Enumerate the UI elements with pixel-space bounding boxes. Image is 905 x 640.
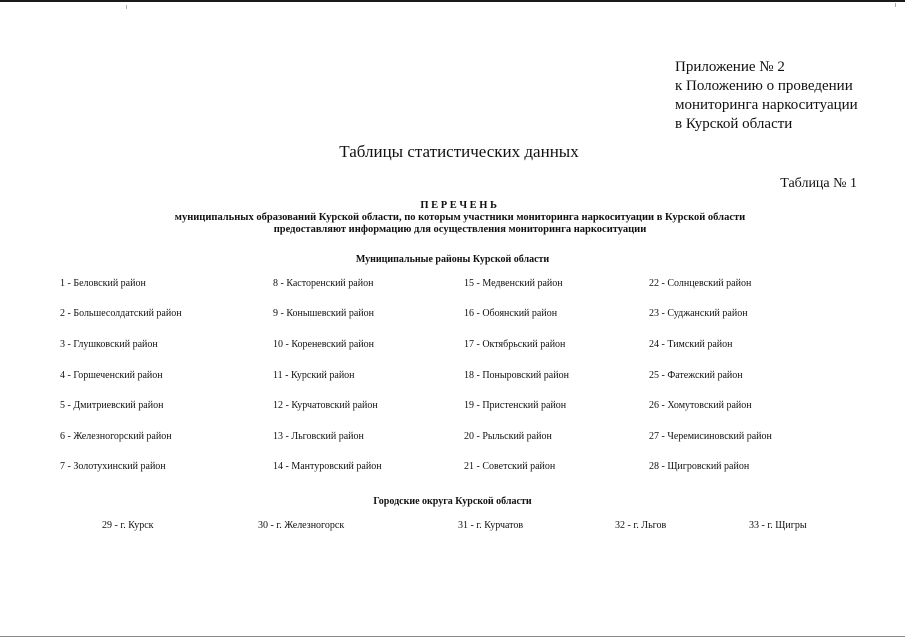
district-item: 27 - Черемисиновский район (649, 431, 772, 442)
district-item: 3 - Глушковский район (60, 339, 158, 350)
district-item: 26 - Хомутовский район (649, 400, 752, 411)
district-item: 6 - Железногорский район (60, 431, 172, 442)
district-item: 20 - Рыльский район (464, 431, 552, 442)
district-item: 5 - Дмитриевский район (60, 400, 164, 411)
district-item: 22 - Солнцевский район (649, 278, 752, 289)
district-item: 13 - Льговский район (273, 431, 364, 442)
appendix-note (675, 58, 858, 134)
district-item: 7 - Золотухинский район (60, 461, 166, 472)
district-item: 23 - Суджанский район (649, 308, 748, 319)
district-item: 2 - Большесолдатский район (60, 308, 182, 319)
district-item: 15 - Медвенский район (464, 278, 563, 289)
appendix-line: в Курской области (675, 116, 793, 132)
district-item: 25 - Фатежский район (649, 370, 743, 381)
district-item: 28 - Щигровский район (649, 461, 750, 472)
district-item: 1 - Беловский район (60, 278, 146, 289)
scan-top-border (0, 0, 905, 2)
district-item: 17 - Октябрьский район (464, 339, 566, 350)
district-item: 16 - Обоянский район (464, 308, 558, 319)
city-item: 29 - г. Курск (102, 520, 154, 531)
city-item: 33 - г. Щигры (749, 520, 807, 531)
cities-section-title: Городские округа Курской области (373, 496, 532, 507)
district-item: 10 - Кореневский район (273, 339, 375, 350)
city-item: 31 - г. Курчатов (458, 520, 524, 531)
city-item: 32 - г. Льгов (615, 520, 667, 531)
list-heading-line: предоставляют информацию для осуществления мониторинга наркоситуации (273, 224, 647, 235)
district-item: 21 - Советский район (464, 461, 556, 472)
table-number: Таблица № 1 (780, 176, 857, 191)
district-item: 14 - Мантуровский район (273, 461, 382, 472)
scan-bottom-border (0, 636, 905, 637)
district-item: 12 - Курчатовский район (273, 400, 378, 411)
district-item: 9 - Конышевский район (273, 308, 375, 319)
districts-section-title: Муниципальные районы Курской области (355, 254, 550, 265)
list-heading-word: ПЕРЕЧЕНЬ (420, 200, 500, 211)
city-item: 30 - г. Железногорск (258, 520, 345, 531)
district-item: 18 - Поныровский район (464, 370, 569, 381)
list-heading (0, 200, 905, 236)
district-item: 24 - Тимский район (649, 339, 733, 350)
appendix-line: мониторинга наркоситуации (675, 97, 858, 113)
scan-speck (895, 3, 896, 7)
appendix-line: к Положению о проведении (675, 78, 853, 94)
district-item: 19 - Пристенский район (464, 400, 567, 411)
list-heading-line: муниципальных образований Курской области, по которым участники мониторинга наркоситуации в Курской области (174, 212, 746, 223)
appendix-line: Приложение № 2 (675, 59, 785, 75)
district-item: 8 - Касторенский район (273, 278, 374, 289)
scan-speck (126, 5, 127, 9)
district-item: 11 - Курский район (273, 370, 355, 381)
district-item: 4 - Горшеченский район (60, 370, 163, 381)
page-title: Таблицы статистических данных (339, 142, 579, 161)
